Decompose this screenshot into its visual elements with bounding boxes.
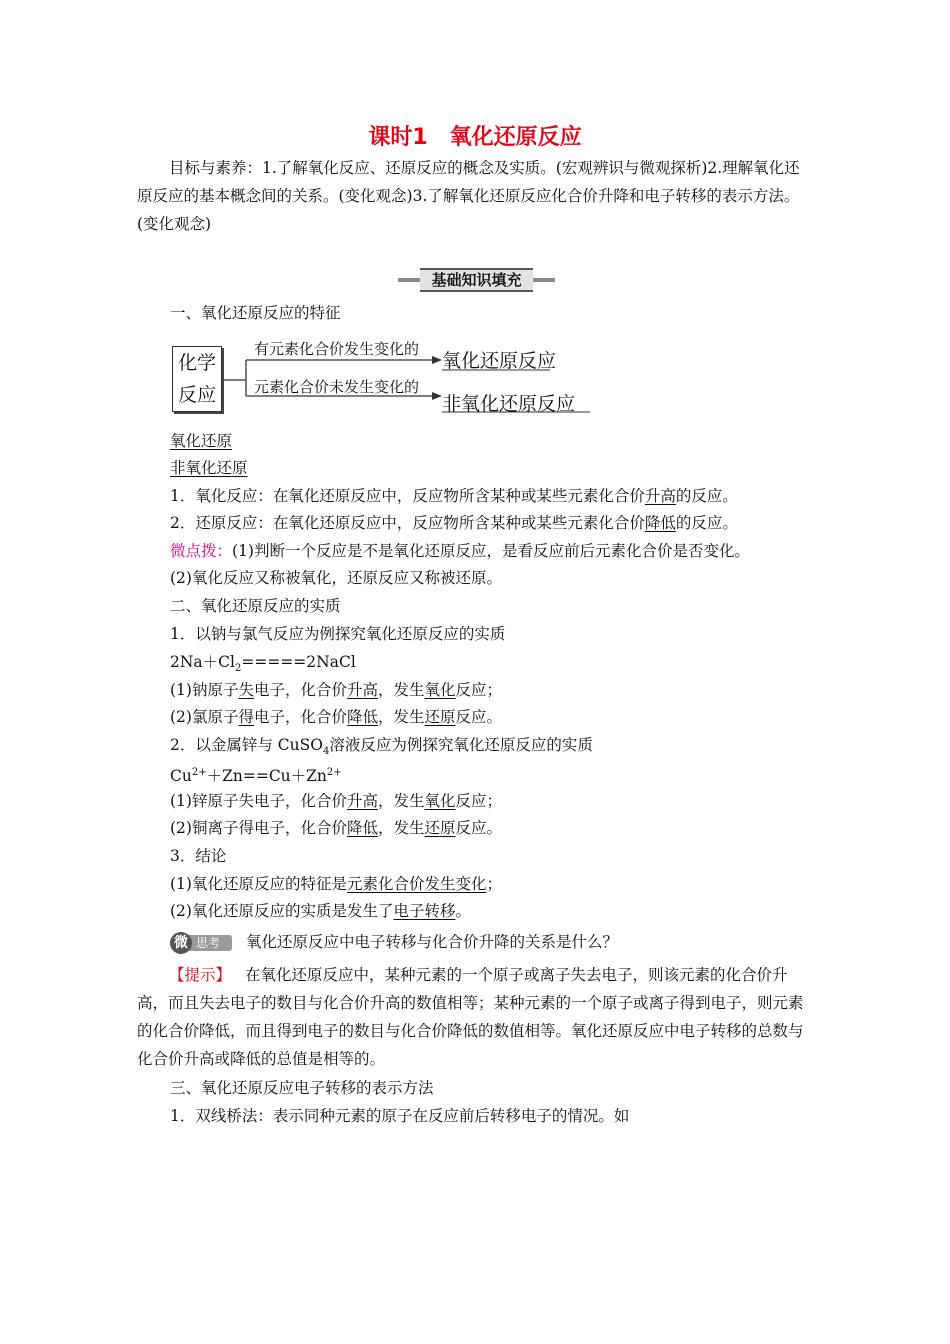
text: =====2NaCl bbox=[241, 653, 356, 671]
blank: 升高 bbox=[347, 681, 379, 699]
oxidation-definition bbox=[170, 485, 738, 507]
text: ，发生 bbox=[378, 681, 425, 699]
text: 的反应。 bbox=[675, 487, 738, 505]
text: ，发生 bbox=[377, 792, 425, 810]
blank: 得 bbox=[238, 708, 254, 726]
hint-text: 在氧化还原反应中，某种元素的一个原子或离子失去电子，则该元素的化合价升高，而且失去电子的数目与化合价升高的数值相等；某种元素的一个原子或离子得到电子，则元素的化合价降低，而且得到电子的数目与化合价降低的数值相等。氧化还原反应中电子转移的总数与化合价升高或降低的总值是相等的。 bbox=[137, 966, 804, 1068]
reduction-definition bbox=[170, 512, 738, 534]
text: (1)氧化还原反应的特征是 bbox=[170, 875, 347, 893]
tip-label: 微点拨： bbox=[170, 542, 233, 560]
section3-heading: 三、氧化还原反应电子转移的表示方法 bbox=[170, 1079, 434, 1097]
text: ＋Zn==Cu＋Zn bbox=[206, 767, 327, 786]
superscript: 2+ bbox=[326, 767, 342, 778]
subscript: 2 bbox=[234, 663, 242, 675]
section2-heading: 二、氧化还原反应的实质 bbox=[170, 597, 341, 615]
reaction-classification-diagram bbox=[170, 340, 610, 420]
top-arrow-label: 有元素化合价发生变化的 bbox=[254, 340, 420, 358]
blank: 氧化 bbox=[424, 792, 456, 810]
section2-sub2 bbox=[170, 734, 593, 763]
text: 1．氧化反应：在氧化还原反应中，反应物所含某种或某些元素化合价 bbox=[170, 487, 645, 505]
text: 反应； bbox=[455, 792, 503, 810]
conclusion-2 bbox=[170, 900, 471, 922]
text: 反应。 bbox=[455, 708, 503, 726]
answer2: 非氧化还原 bbox=[170, 459, 248, 477]
tip-2: (2)氧化反应又称被氧化，还原反应又称被还原。 bbox=[170, 569, 502, 587]
text: 2．以金属锌与 CuSO bbox=[170, 736, 323, 754]
sodium-statement bbox=[170, 679, 502, 701]
banner-label: 基础知识填充 bbox=[420, 268, 533, 292]
text: ，发生 bbox=[378, 708, 425, 726]
think-badge-icon bbox=[170, 932, 232, 954]
subscript: 4 bbox=[322, 746, 330, 758]
think-circle: 微 bbox=[170, 932, 192, 954]
text: (2)氧化还原反应的实质是发生了 bbox=[170, 902, 394, 920]
lesson-topic: 氧化还原反应 bbox=[449, 125, 582, 150]
blank: 电子转移 bbox=[393, 902, 456, 920]
top-result: 氧化还原反应 bbox=[442, 350, 557, 372]
question-text: 氧化还原反应中电子转移与化合价升降的关系是什么？ bbox=[246, 933, 619, 951]
banner-bar-right bbox=[533, 278, 555, 282]
blank: 升高 bbox=[644, 487, 676, 505]
bottom-result: 非氧化还原反应 bbox=[442, 393, 576, 415]
text: Cu bbox=[170, 767, 192, 786]
section2-sub1: 1．以钠与氯气反应为例探究氧化还原反应的实质 bbox=[170, 625, 506, 643]
text: 反应； bbox=[455, 681, 503, 699]
text: (2)氯原子 bbox=[170, 708, 239, 726]
text: 2Na＋Cl bbox=[170, 653, 235, 671]
text: 电子，化合价 bbox=[253, 681, 347, 699]
text: 的反应。 bbox=[675, 514, 738, 532]
page-title bbox=[0, 120, 950, 151]
text: ； bbox=[486, 875, 502, 893]
blank: 降低 bbox=[346, 819, 378, 837]
text: ，发生 bbox=[377, 819, 425, 837]
learning-goals: 目标与素养：1.了解氧化反应、还原反应的概念及实质。(宏观辨识与微观探析)2.理解氧化还原反应的基本概念间的关系。(变化观念)3.了解氧化还原反应化合价升降和电子转移的表示方法。(变化观念) bbox=[137, 159, 800, 233]
blank: 升高 bbox=[346, 792, 378, 810]
section2-sub3: 3．结论 bbox=[170, 847, 227, 865]
blank: 还原 bbox=[424, 819, 456, 837]
text: 。 bbox=[455, 902, 471, 920]
think-hint bbox=[137, 961, 815, 1073]
blank: 还原 bbox=[424, 708, 456, 726]
answer-non-oxidation-reduction bbox=[170, 457, 248, 479]
text: (1)锌原子失电子，化合价 bbox=[170, 792, 347, 810]
equation-na-cl bbox=[170, 651, 356, 680]
hint-label: 【提示】 bbox=[169, 966, 232, 984]
lesson-number: 课时1 bbox=[368, 125, 428, 150]
think-tag: 思考 bbox=[184, 935, 232, 951]
superscript: 2+ bbox=[191, 767, 207, 778]
blank: 降低 bbox=[644, 514, 676, 532]
text: 2．还原反应：在氧化还原反应中，反应物所含某种或某些元素化合价 bbox=[170, 514, 645, 532]
bottom-arrow-label: 元素化合价未发生变化的 bbox=[254, 378, 420, 396]
answer-oxidation-reduction bbox=[170, 430, 232, 452]
blank: 氧化 bbox=[424, 681, 456, 699]
equation-cu-zn bbox=[170, 762, 342, 787]
box-line2: 反应 bbox=[177, 384, 216, 406]
text: (1)判断一个反应是不是氧化还原反应，是看反应前后元素化合价是否变化。 bbox=[232, 542, 750, 560]
chlorine-statement bbox=[170, 706, 502, 728]
section3-item1: 1．双线桥法：表示同种元素的原子在反应前后转移电子的情况。如 bbox=[170, 1107, 630, 1125]
text: 反应。 bbox=[455, 819, 503, 837]
blank: 降低 bbox=[347, 708, 379, 726]
box-line1: 化学 bbox=[177, 352, 216, 374]
section-banner bbox=[398, 268, 555, 292]
text: (2)铜离子得电子，化合价 bbox=[170, 819, 347, 837]
copper-statement bbox=[170, 817, 502, 839]
blank: 元素化合价发生变化 bbox=[346, 875, 487, 893]
text: (1)钠原子 bbox=[170, 681, 239, 699]
answer1: 氧化还原 bbox=[170, 432, 233, 450]
text: 溶液反应为例探究氧化还原反应的实质 bbox=[329, 736, 593, 754]
arrow-top-head bbox=[432, 356, 442, 364]
section1-heading: 一、氧化还原反应的特征 bbox=[170, 304, 341, 322]
zinc-statement bbox=[170, 790, 502, 812]
think-question bbox=[170, 931, 618, 954]
banner-bar-left bbox=[398, 278, 420, 282]
text: 电子，化合价 bbox=[253, 708, 347, 726]
arrow-bottom-head bbox=[432, 392, 442, 400]
blank: 失 bbox=[238, 681, 254, 699]
tip-1 bbox=[170, 540, 750, 562]
conclusion-1 bbox=[170, 873, 502, 895]
